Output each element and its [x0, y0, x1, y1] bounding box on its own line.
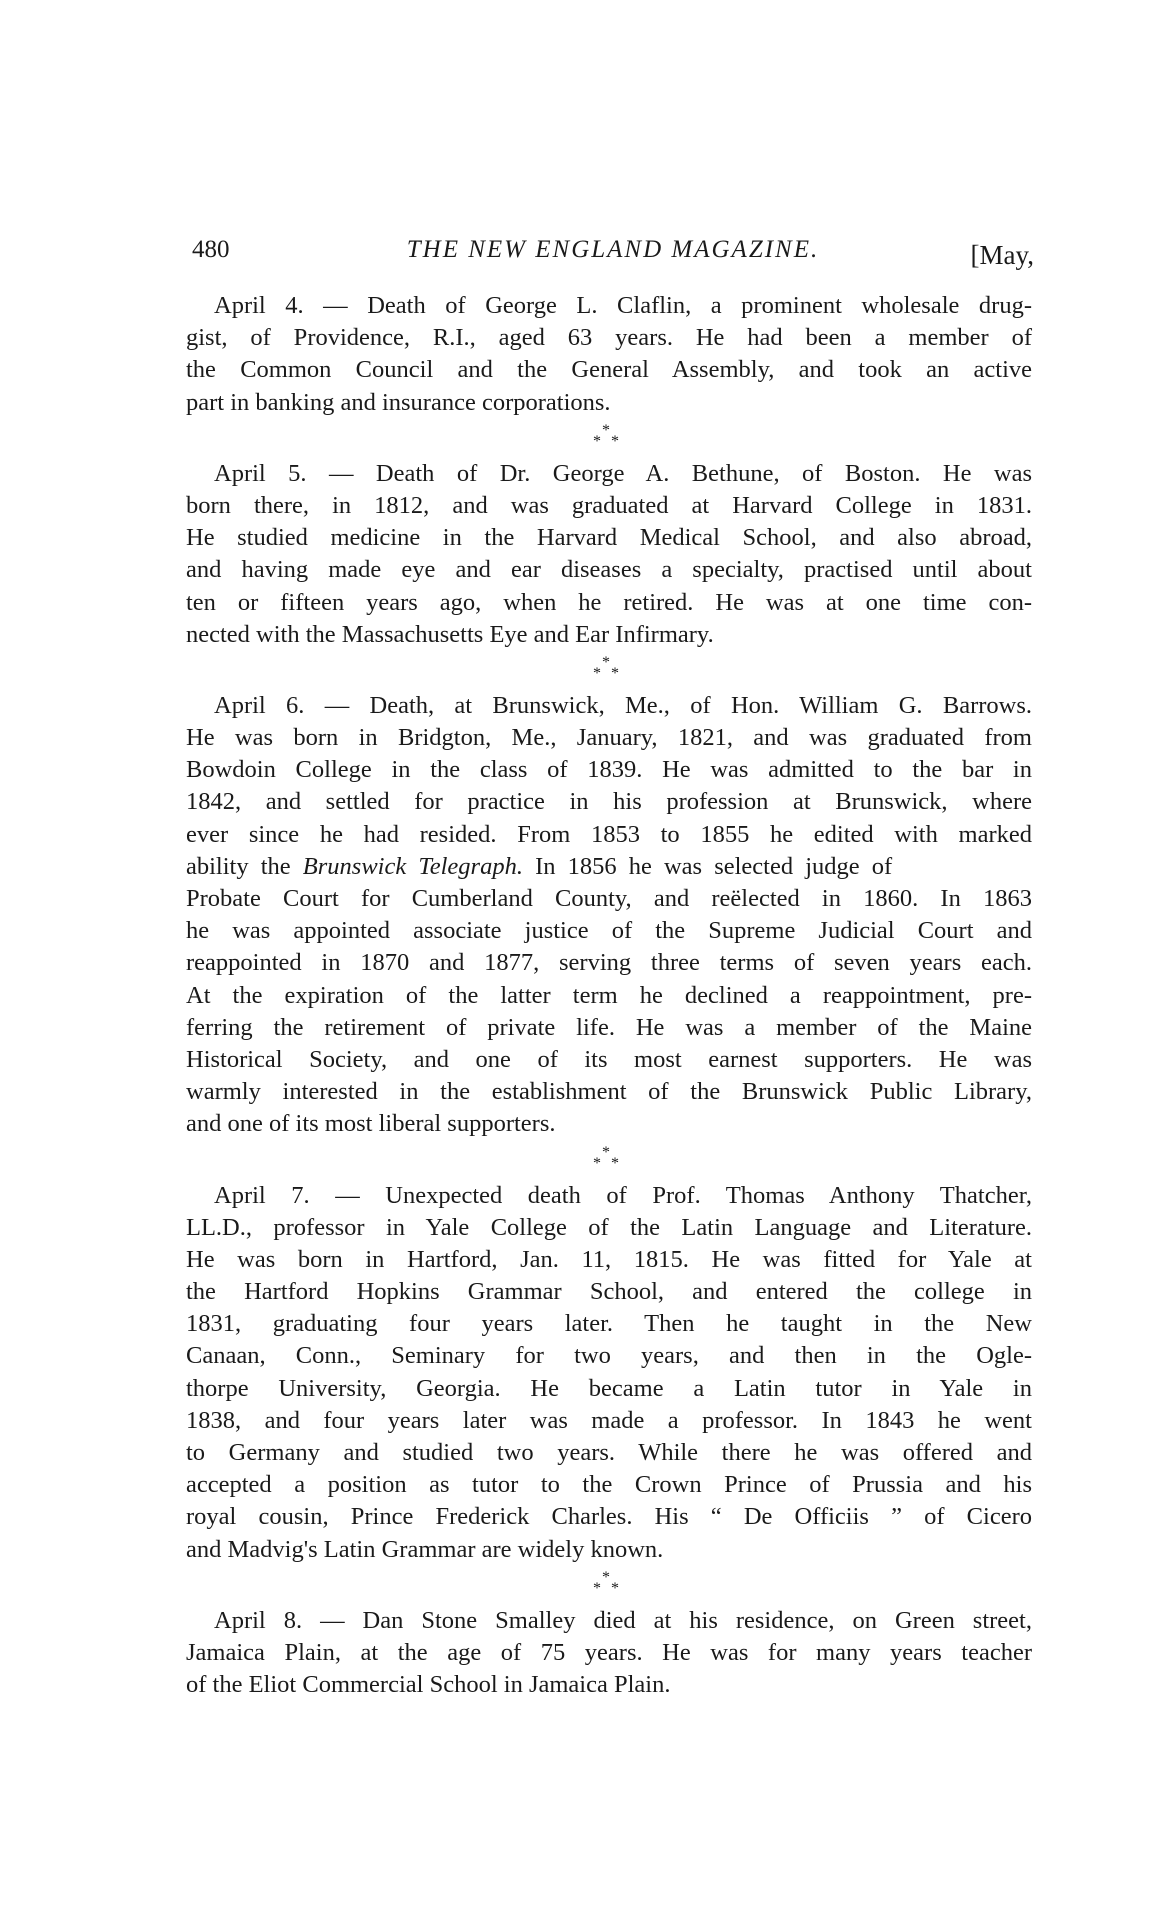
asterisk: *	[593, 664, 601, 682]
text-line: April 4. — Death of George L. Claflin, a prominent wholesale drug-	[214, 292, 1032, 319]
text-line: He was born in Bridgton, Me., January, 1821, and was graduated from	[186, 724, 1032, 752]
asterisk: *	[602, 1568, 610, 1586]
text-line: the Common Council and the General Assembly, and took an active	[186, 356, 1032, 384]
asterisk: *	[611, 432, 619, 450]
text-line: warmly interested in the establishment of the Brunswick Public Library,	[186, 1078, 1032, 1106]
text-line: thorpe University, Georgia. He became a Latin tutor in Yale in	[186, 1374, 1032, 1402]
asterisk: *	[602, 421, 610, 439]
text-line: April 5. — Death of Dr. George A. Bethune, of Boston. He was	[214, 459, 1032, 487]
asterisk: *	[593, 432, 601, 450]
text-line: Bowdoin College in the class of 1839. He was admitted to the bar in	[186, 756, 1032, 784]
asterisk: *	[593, 1579, 601, 1597]
text-line: 1838, and four years later was made a professor. In 1843 he went	[186, 1406, 1032, 1434]
asterism-separator	[186, 651, 1032, 690]
asterism-separator	[186, 1141, 1032, 1180]
text-run: In 1856 he was selected judge of	[522, 852, 893, 880]
asterisk: *	[611, 1154, 619, 1172]
asterisk: *	[611, 664, 619, 682]
text-line: part in banking and insurance corporations.	[186, 388, 611, 416]
text-line: April 7. — Unexpected death of Prof. Thomas Anthony Thatcher,	[214, 1181, 1032, 1209]
asterism-separator	[186, 1566, 1032, 1605]
text-line: ten or fifteen years ago, when he retired. He was at one time con-	[186, 588, 1032, 616]
text-line: born there, in 1812, and was graduated at Harvard College in 1831.	[186, 491, 1032, 519]
newspaper-title: Brunswick Telegraph.	[302, 852, 523, 880]
issue-month: [May,	[970, 240, 1034, 270]
text-line: 1831, graduating four years later. Then he taught in the New	[186, 1310, 1032, 1338]
text-line: Canaan, Conn., Seminary for two years, and then in the Ogle-	[186, 1342, 1032, 1370]
asterisk: *	[611, 1579, 619, 1597]
text-line	[186, 851, 1032, 883]
entry-paragraph	[186, 690, 1032, 1141]
text-run: ability the	[186, 852, 303, 880]
magazine-title: THE NEW ENGLAND MAGAZINE.	[406, 236, 820, 263]
text-line: and Madvig's Latin Grammar are widely known.	[186, 1535, 664, 1563]
text-line: 1842, and settled for practice in his profession at Brunswick, where	[186, 788, 1032, 816]
entry-paragraph	[186, 290, 1032, 419]
asterism-separator	[186, 419, 1032, 458]
text-line: nected with the Massachusetts Eye and Ear Infirmary.	[186, 620, 714, 648]
running-header	[192, 232, 1034, 272]
text-line: royal cousin, Prince Frederick Charles. His “ De Officiis ” of Cicero	[186, 1503, 1032, 1531]
text-line: of the Eliot Commercial School in Jamaica Plain.	[186, 1671, 671, 1699]
text-line: to Germany and studied two years. While there he was offered and	[186, 1439, 1032, 1466]
text-line: ferring the retirement of private life. He was a member of the Maine	[186, 1013, 1032, 1041]
asterisk: *	[593, 1154, 601, 1172]
page-number: 480	[192, 236, 230, 263]
text-line: ever since he had resided. From 1853 to 1855 he edited with marked	[186, 820, 1032, 848]
text-line: accepted a position as tutor to the Crown Prince of Prussia and his	[186, 1471, 1032, 1499]
entry-paragraph	[186, 458, 1032, 651]
text-line: April 8. — Dan Stone Smalley died at his residence, on Green street,	[214, 1606, 1032, 1634]
text-line: April 6. — Death, at Brunswick, Me., of Hon. William G. Barrows.	[214, 691, 1032, 719]
text-line: gist, of Providence, R.I., aged 63 years. He had been a member of	[186, 324, 1032, 352]
text-line: reappointed in 1870 and 1877, serving three terms of seven years each.	[186, 949, 1032, 977]
text-line: Probate Court for Cumberland County, and reëlected in 1860. In 1863	[186, 885, 1032, 912]
text-line: LL.D., professor in Yale College of the Latin Language and Literature.	[186, 1213, 1032, 1241]
asterisk: *	[602, 653, 610, 671]
page-body	[186, 290, 1032, 1701]
text-line: He was born in Hartford, Jan. 11, 1815. He was fitted for Yale at	[186, 1245, 1032, 1273]
entry-paragraph	[186, 1605, 1032, 1702]
text-line: the Hartford Hopkins Grammar School, and entered the college in	[186, 1278, 1032, 1306]
text-line: At the expiration of the latter term he declined a reappointment, pre-	[186, 981, 1032, 1009]
text-line: and having made eye and ear diseases a specialty, practised until about	[186, 556, 1032, 584]
asterisk: *	[602, 1143, 610, 1161]
text-line: and one of its most liberal supporters.	[186, 1110, 556, 1138]
text-line: Jamaica Plain, at the age of 75 years. He was for many years teacher	[186, 1638, 1032, 1666]
text-line: Historical Society, and one of its most earnest supporters. He was	[186, 1045, 1032, 1073]
entry-paragraph	[186, 1180, 1032, 1566]
text-line: he was appointed associate justice of the Supreme Judicial Court and	[186, 917, 1032, 945]
text-line: He studied medicine in the Harvard Medical School, and also abroad,	[186, 524, 1032, 552]
